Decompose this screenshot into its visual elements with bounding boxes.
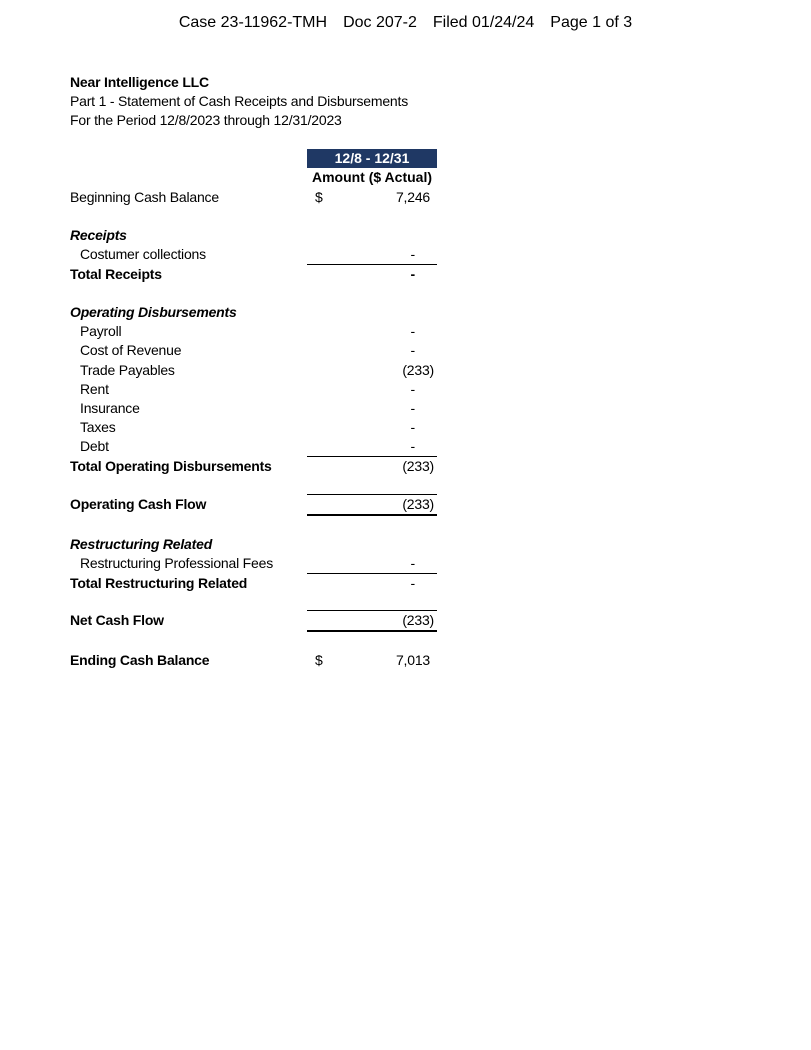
- net-cash-flow-value: (233): [402, 612, 434, 628]
- line-item-row: [70, 438, 437, 457]
- restructuring-heading-row: [70, 536, 437, 555]
- receipts-heading: Receipts: [70, 227, 127, 243]
- total-restructuring-value: -: [410, 575, 415, 591]
- double-underline-rule: [307, 630, 437, 632]
- line-item-row: [70, 419, 437, 438]
- court-filing-header: [0, 14, 811, 32]
- currency-symbol: $: [315, 189, 323, 205]
- total-operating-row: [70, 458, 437, 477]
- beginning-cash-value: 7,246: [395, 189, 430, 205]
- column-amount-header: Amount ($ Actual): [311, 169, 433, 185]
- line-item-row: [70, 323, 437, 342]
- case-number: Case 23-11962-TMH: [178, 14, 328, 31]
- line-item-value: -: [410, 323, 415, 339]
- currency-symbol: $: [315, 652, 323, 668]
- operating-cash-flow-value: (233): [402, 496, 434, 512]
- line-item-row: [70, 342, 437, 361]
- operating-heading: Operating Disbursements: [70, 304, 237, 320]
- line-item-row: [70, 555, 437, 574]
- line-item-value: -: [410, 555, 415, 571]
- line-item-value: -: [410, 381, 415, 397]
- line-item-label: Trade Payables: [80, 362, 175, 378]
- total-restructuring-label: Total Restructuring Related: [70, 575, 248, 591]
- line-item-label: Rent: [80, 381, 109, 397]
- underline-rule: [307, 573, 437, 574]
- line-item-value: (233): [402, 362, 434, 378]
- page-number: Page 1 of 3: [550, 14, 633, 31]
- total-receipts-value: -: [410, 266, 415, 282]
- net-cash-flow-row: [70, 612, 437, 631]
- total-receipts-row: [70, 266, 437, 285]
- line-item-value: -: [410, 438, 415, 454]
- report-period: For the Period 12/8/2023 through 12/31/2023: [70, 112, 342, 128]
- double-underline-rule: [307, 514, 437, 516]
- underline-rule: [307, 456, 437, 457]
- line-item-label: Insurance: [80, 400, 140, 416]
- beginning-cash-label: Beginning Cash Balance: [70, 189, 219, 205]
- line-item-label: Taxes: [80, 419, 116, 435]
- line-item-value: -: [410, 342, 415, 358]
- report-subtitle: Part 1 - Statement of Cash Receipts and Disbursements: [70, 93, 409, 109]
- line-item-row: [70, 246, 437, 265]
- beginning-cash-row: [70, 189, 437, 208]
- operating-cash-flow-label: Operating Cash Flow: [70, 496, 207, 512]
- ending-cash-row: [70, 652, 437, 671]
- line-item-row: [70, 400, 437, 419]
- line-item-label: Costumer collections: [80, 246, 206, 262]
- underline-rule: [307, 494, 437, 495]
- line-item-value: -: [410, 246, 415, 262]
- line-item-label: Debt: [80, 438, 109, 454]
- column-period-header: 12/8 - 12/31: [307, 149, 437, 168]
- ending-cash-label: Ending Cash Balance: [70, 652, 210, 668]
- line-item-value: -: [410, 419, 415, 435]
- restructuring-heading: Restructuring Related: [70, 536, 213, 552]
- line-item-row: [70, 362, 437, 381]
- operating-cash-flow-row: [70, 496, 437, 515]
- underline-rule: [307, 264, 437, 265]
- line-item-label: Restructuring Professional Fees: [80, 555, 273, 571]
- line-item-label: Cost of Revenue: [80, 342, 182, 358]
- filed-date: Filed 01/24/24: [432, 14, 535, 31]
- total-receipts-label: Total Receipts: [70, 266, 162, 282]
- receipts-heading-row: [70, 227, 437, 246]
- total-operating-label: Total Operating Disbursements: [70, 458, 272, 474]
- line-item-label: Payroll: [80, 323, 122, 339]
- line-item-value: -: [410, 400, 415, 416]
- total-restructuring-row: [70, 575, 437, 594]
- line-item-row: [70, 381, 437, 400]
- ending-cash-value: 7,013: [395, 652, 430, 668]
- net-cash-flow-label: Net Cash Flow: [70, 612, 164, 628]
- company-name: Near Intelligence LLC: [70, 74, 209, 90]
- doc-number: Doc 207-2: [343, 14, 417, 31]
- underline-rule: [307, 610, 437, 611]
- operating-heading-row: [70, 304, 437, 323]
- total-operating-value: (233): [402, 458, 434, 474]
